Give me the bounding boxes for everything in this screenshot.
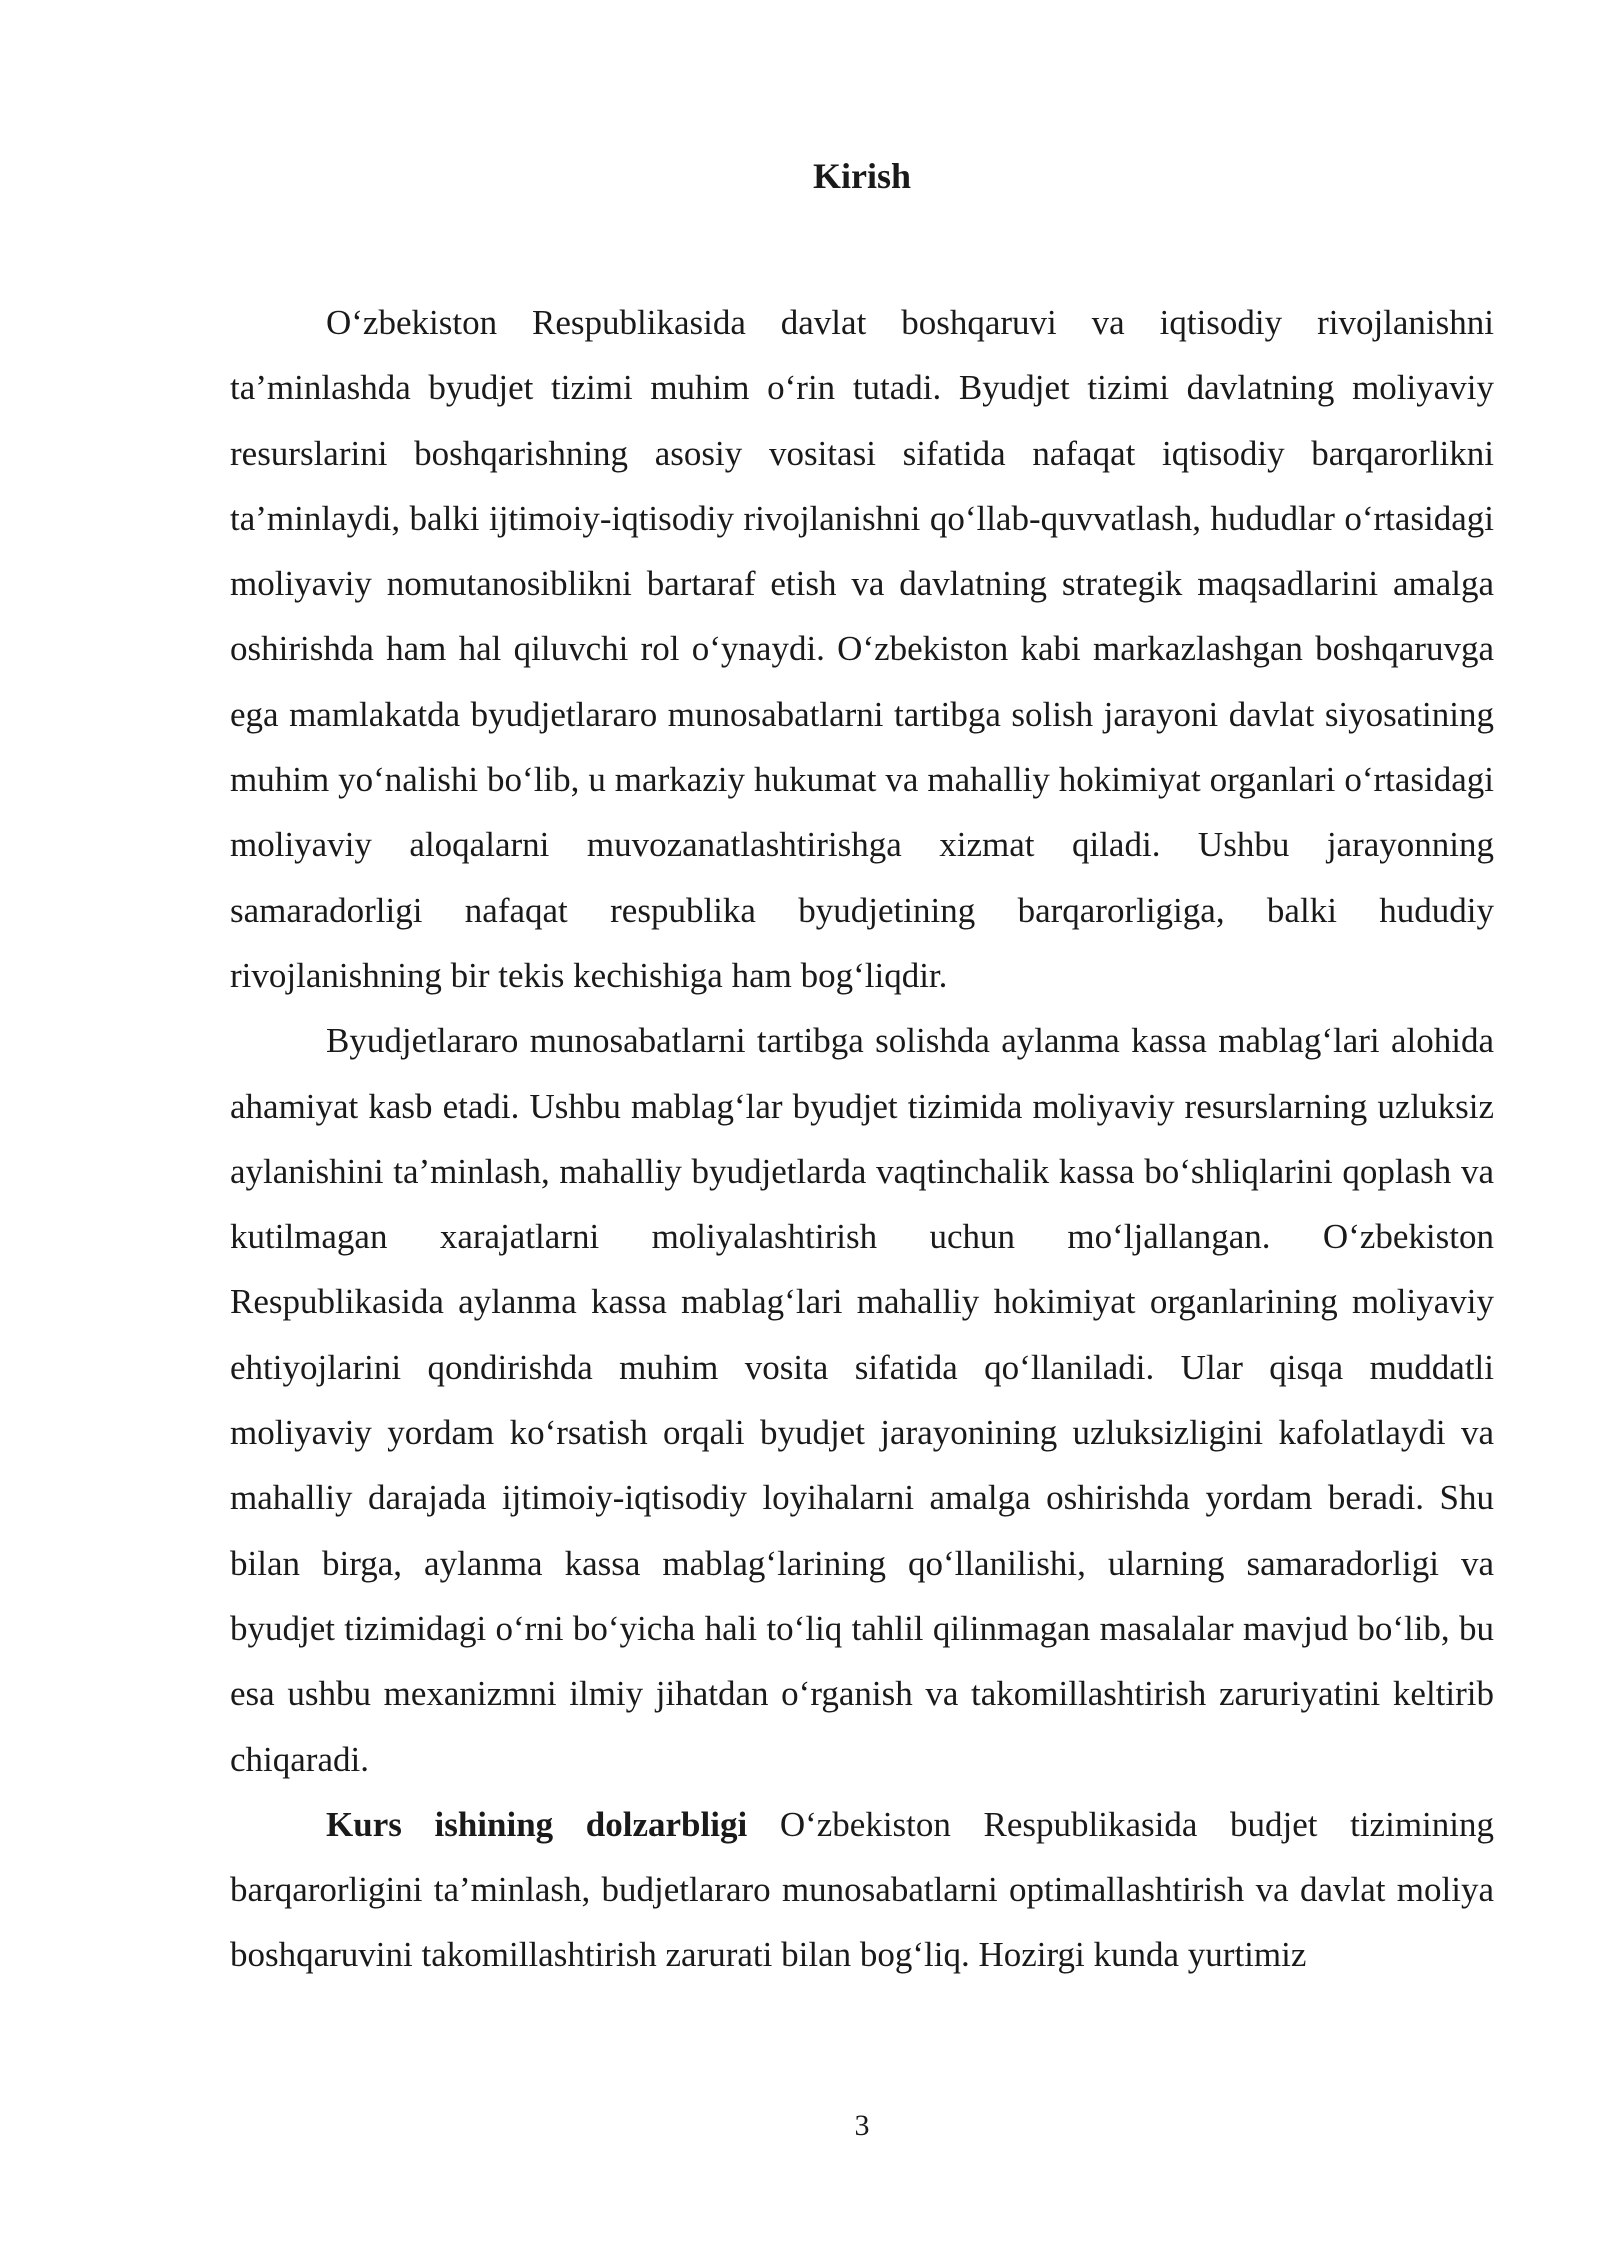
body-text (230, 290, 1494, 1988)
paragraph-2: Byudjetlararo munosabatlarni tartibga solishda aylanma kassa mablag‘lari alohida ahamiyat kasb etadi. Ushbu mablag‘lar byudjet tizimida moliyaviy resurslarning uzluksiz aylanishini ta’minlash, mahalliy byudjetlarda vaqtinchalik kassa bo‘shliqlarini qoplash va kutilmagan xarajatlarni moliyalashtirish uchun mo‘ljallangan. O‘zbekiston Respublikasida aylanma kassa mablag‘lari mahalliy hokimiyat organlarining moliyaviy ehtiyojlarini qondirishda muhim vosita sifatida qo‘llaniladi. Ular qisqa muddatli moliyaviy yordam ko‘rsatish orqali byudjet jarayonining uzluksizligini kafolatlaydi va mahalliy darajada ijtimoiy-iqtisodiy loyihalarni amalga oshirishda yordam beradi. Shu bilan birga, aylanma kassa mablag‘larining qo‘llanilishi, ularning samaradorligi va byudjet tizimidagi o‘rni bo‘yicha hali to‘liq tahlil qilinmagan masalalar mavjud bo‘lib, bu esa ushbu mexanizmni ilmiy jihatdan o‘rganish va takomillashtirish zaruriyatini keltirib chiqaradi. (230, 1021, 1494, 1779)
paragraph-1: O‘zbekiston Respublikasida davlat boshqaruvi va iqtisodiy rivojlanishni ta’minlashda byudjet tizimi muhim o‘rin tutadi. Byudjet tizimi davlatning moliyaviy resurslarini boshqarishning asosiy vositasi sifatida nafaqat iqtisodiy barqarorlikni ta’minlaydi, balki ijtimoiy-iqtisodiy rivojlanishni qo‘llab-quvvatlash, hududlar o‘rtasidagi moliyaviy nomutanosiblikni bartaraf etish va davlatning strategik maqsadlarini amalga oshirishda ham hal qiluvchi rol o‘ynaydi. O‘zbekiston kabi markazlashgan boshqaruvga ega mamlakatda byudjetlararo munosabatlarni tartibga solish jarayoni davlat siyosatining muhim yo‘nalishi bo‘lib, u markaziy hukumat va mahalliy hokimiyat organlari o‘rtasidagi moliyaviy aloqalarni muvozanatlashtirishga xizmat qiladi. Ushbu jarayonning samaradorligi nafaqat respublika byudjetining barqarorligiga, balki hududiy rivojlanishning bir tekis kechishiga ham bog‘liqdir. (230, 303, 1494, 995)
page-number: 3 (854, 2109, 870, 2142)
page-title: Kirish (812, 156, 911, 196)
paragraph-3-text: O‘zbekiston Respublikasida budjet tizimining barqarorligini ta’minlash, budjetlararo munosabatlarni optimallashtirish va davlat moliya boshqaruvini takomillashtirish zarurati bilan bog‘liq. Hozirgi kunda yurtimiz (230, 1804, 1494, 1975)
paragraph-3-lead: Kurs ishining dolzarbligi (326, 1804, 748, 1844)
paragraph-3 (230, 1792, 1494, 1988)
